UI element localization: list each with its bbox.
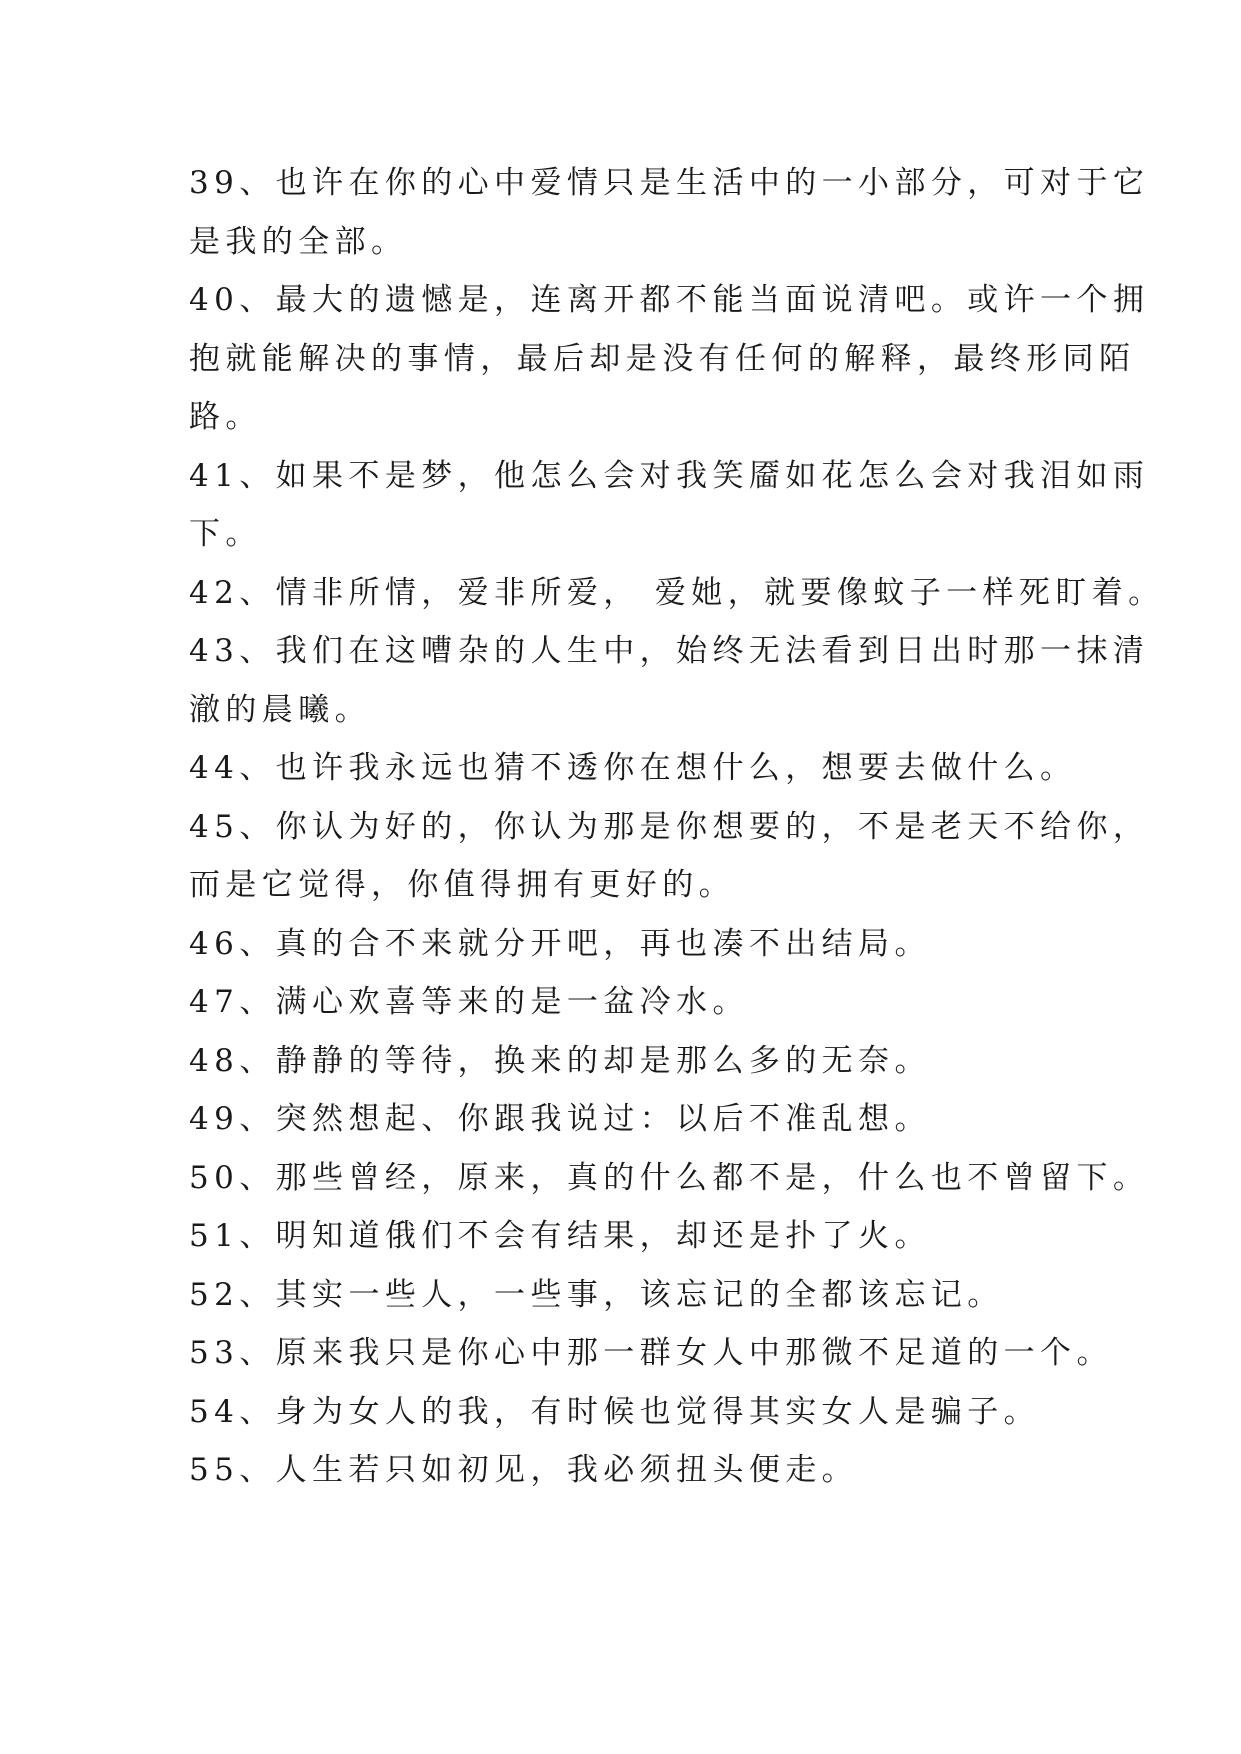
entry-line: 48、静静的等待，换来的却是那么多的无奈。	[189, 1042, 931, 1079]
entry-line: 40、最大的遗憾是，连离开都不能当面说清吧。或许一个拥	[189, 282, 1150, 318]
entry-line: 46、真的合不来就分开吧，再也凑不出结局。	[189, 925, 931, 962]
entry-49	[189, 1090, 1089, 1149]
entry-line: 是我的全部。	[189, 223, 408, 260]
entry-48	[189, 1032, 1089, 1091]
entry-line: 抱就能解决的事情，最后却是没有任何的解释，最终形同陌	[189, 340, 1136, 377]
entry-line: 41、如果不是梦，他怎么会对我笑靥如花怎么会对我泪如雨	[189, 457, 1150, 494]
entry-44	[189, 739, 1089, 798]
entry-50	[189, 1149, 1150, 1208]
entry-line: 49、突然想起、你跟我说过：以后不准乱想。	[189, 1101, 931, 1137]
entry-line: 51、明知道俄们不会有结果，却还是扑了火。	[189, 1218, 931, 1254]
entry-39	[189, 154, 1150, 271]
entry-line: 路。	[189, 399, 262, 435]
entry-45	[189, 798, 1150, 915]
entry-line: 52、其实一些人，一些事，该忘记的全都该忘记。	[189, 1276, 1004, 1313]
document-body	[189, 154, 1165, 1500]
entry-line: 而是它觉得，你值得拥有更好的。	[189, 867, 735, 903]
entry-42	[189, 564, 1165, 623]
entry-line: 50、那些曾经，原来，真的什么都不是，什么也不曾留下。	[189, 1159, 1150, 1196]
entry-line: 39、也许在你的心中爱情只是生活中的一小部分，可对于它	[189, 165, 1150, 201]
entry-line: 47、满心欢喜等来的是一盆冷水。	[189, 984, 749, 1020]
entry-54	[189, 1383, 1089, 1442]
entry-line: 43、我们在这嘈杂的人生中，始终无法看到日出时那一抹清	[189, 633, 1150, 669]
entry-46	[189, 915, 1089, 974]
entry-41	[189, 447, 1150, 564]
entry-line: 53、原来我只是你心中那一群女人中那微不足道的一个。	[189, 1335, 1113, 1371]
entry-40	[189, 271, 1150, 447]
entry-55	[189, 1441, 1089, 1500]
entry-53	[189, 1324, 1113, 1383]
entry-line: 55、人生若只如初见，我必须扭头便走。	[189, 1452, 859, 1488]
entry-line: 45、你认为好的，你认为那是你想要的，不是老天不给你，	[189, 808, 1150, 845]
entry-line: 44、也许我永远也猜不透你在想什么，想要去做什么。	[189, 750, 1077, 786]
entry-52	[189, 1266, 1089, 1325]
entry-47	[189, 973, 1089, 1032]
entry-line: 澈的晨曦。	[189, 691, 371, 728]
entry-51	[189, 1207, 1089, 1266]
entry-line: 下。	[189, 516, 262, 552]
entry-43	[189, 622, 1150, 739]
entry-line: 54、身为女人的我，有时候也觉得其实女人是骗子。	[189, 1393, 1041, 1430]
entry-line: 42、情非所情，爱非所爱， 爱她，就要像蚊子一样死盯着。	[189, 574, 1165, 611]
